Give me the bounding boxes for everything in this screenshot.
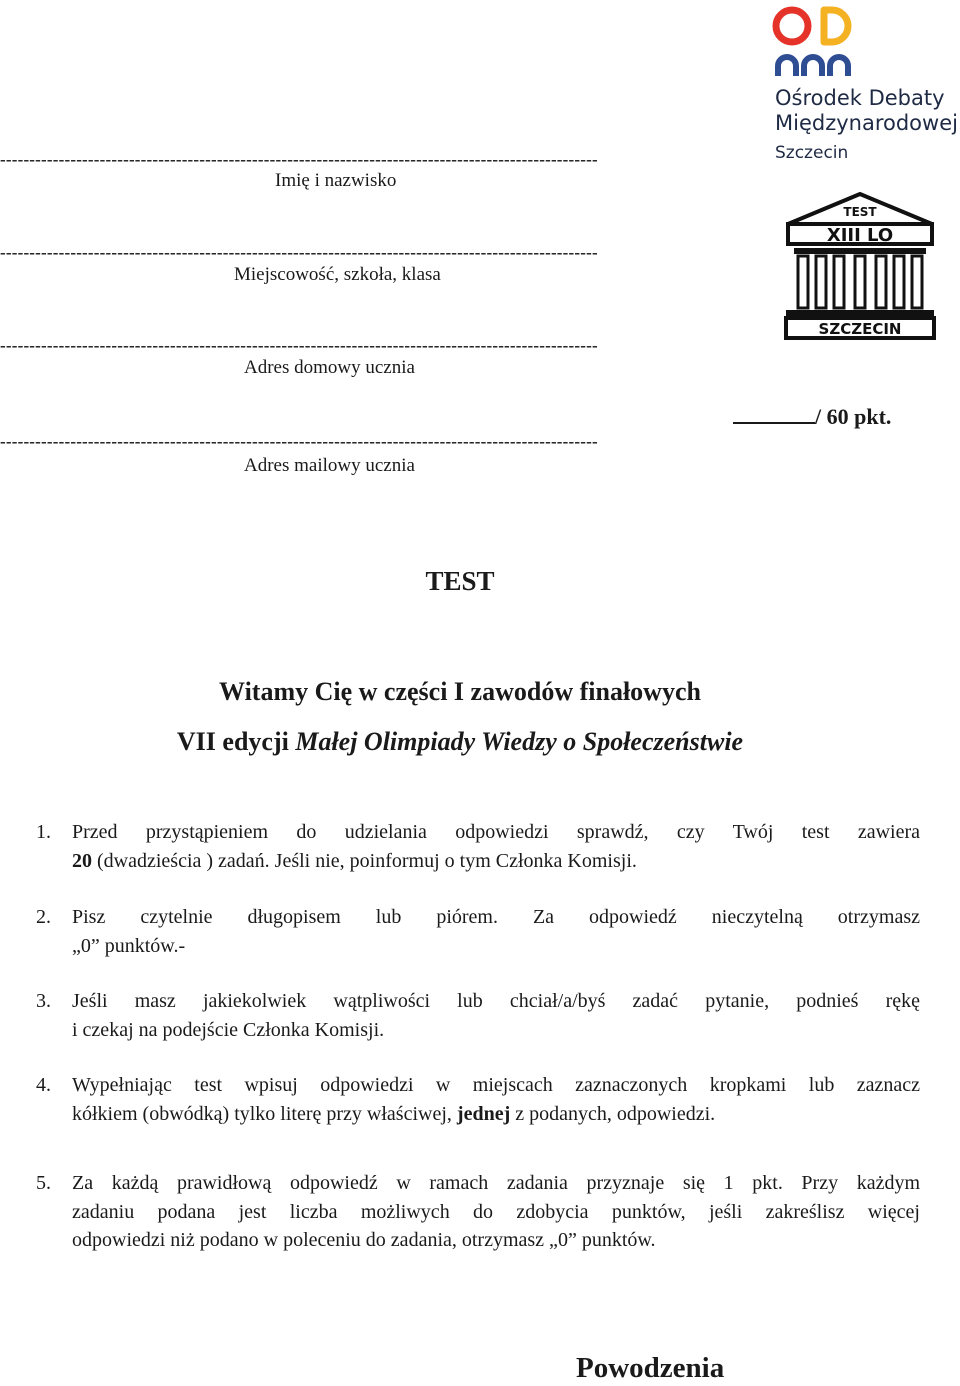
instruction-number: 2. — [36, 906, 51, 928]
instruction-line: „0” punktów.- — [72, 934, 186, 957]
school-logo-bottom-text: SZCZECIN — [818, 320, 902, 338]
instruction-bold: jednej — [456, 1102, 511, 1125]
instruction-line: kółkiem (obwódką) tylko literę przy właściwej, jednej z podanych, odpowiedzi. — [72, 1102, 716, 1125]
instruction-number: 3. — [36, 990, 51, 1012]
instruction-item-1 — [36, 818, 920, 875]
odm-logo-line3: Szczecin — [775, 143, 849, 163]
email-field-label: Adres mailowy ucznia — [244, 455, 415, 476]
instruction-line: Wypełniając test wpisuj odpowiedzi w miejscach zaznaczonych kropkami lub zaznacz — [72, 1074, 920, 1096]
heading-line2 — [0, 727, 920, 757]
instruction-number: 1. — [36, 821, 51, 843]
home-address-dash-line: ------------------------------------------------------------------------------------------------------ — [0, 336, 598, 355]
instruction-line: zadaniu podana jest liczba możliwych do zdobycia punktów, jeśli zakreślisz więcej — [72, 1200, 920, 1223]
instruction-item-4 — [36, 1071, 920, 1128]
score-blank-line — [733, 402, 815, 424]
school-logo-middle-text: XIII LO — [826, 225, 894, 246]
instruction-line: Za każdą prawidłową odpowiedź w ramach zadania przyznaje się 1 pkt. Przy każdym — [72, 1172, 920, 1194]
odm-logo-icon — [772, 4, 862, 82]
heading-line1: Witamy Cię w części I zawodów finałowych — [219, 677, 701, 706]
instruction-bold: 20 — [72, 849, 92, 872]
name-dash-line: ------------------------------------------------------------------------------------------------------ — [0, 150, 598, 169]
odm-logo-line2: Międzynarodowej — [775, 111, 958, 135]
school-logo-top-text: TEST — [843, 205, 877, 219]
home-address-field-label: Adres domowy ucznia — [244, 357, 415, 378]
heading-line2-prefix: VII edycji — [176, 727, 296, 756]
instruction-line: odpowiedzi niż podano w poleceniu do zadania, otrzymasz „0” punktów. — [72, 1229, 656, 1251]
score-box — [733, 402, 891, 430]
heading-line2-italic: Małej Olimpiady Wiedzy o Społeczeństwie — [295, 727, 744, 756]
instruction-line: Jeśli masz jakiekolwiek wątpliwości lub chciał/a/byś zadać pytanie, podnieś rękę — [72, 990, 920, 1012]
test-title: TEST — [425, 566, 495, 596]
instruction-line: Pisz czytelnie długopisem lub piórem. Za odpowiedź nieczytelną otrzymasz — [72, 906, 920, 928]
instruction-item-5 — [36, 1169, 920, 1255]
instruction-item-3 — [36, 987, 920, 1044]
name-field-label: Imię i nazwisko — [275, 170, 397, 191]
instruction-item-2 — [36, 903, 920, 960]
score-label: / 60 pkt. — [815, 404, 892, 429]
instruction-line: 20 (dwadzieścia ) zadań. Jeśli nie, poinformuj o tym Członka Komisji. — [72, 849, 637, 872]
school-field-label: Miejscowość, szkoła, klasa — [234, 264, 441, 285]
instruction-number: 5. — [36, 1172, 51, 1194]
email-dash-line: ------------------------------------------------------------------------------------------------------ — [0, 432, 598, 451]
school-dash-line: ------------------------------------------------------------------------------------------------------ — [0, 243, 598, 262]
instruction-number: 4. — [36, 1074, 51, 1096]
instruction-line: i czekaj na podejście Członka Komisji. — [72, 1018, 385, 1041]
footer-good-luck: Powodzenia — [576, 1352, 725, 1384]
odm-logo-line1: Ośrodek Debaty — [775, 86, 945, 110]
instruction-line: Przed przystąpieniem do udzielania odpowiedzi sprawdź, czy Twój test zawiera — [72, 821, 920, 843]
school-building-logo-icon — [782, 192, 938, 342]
